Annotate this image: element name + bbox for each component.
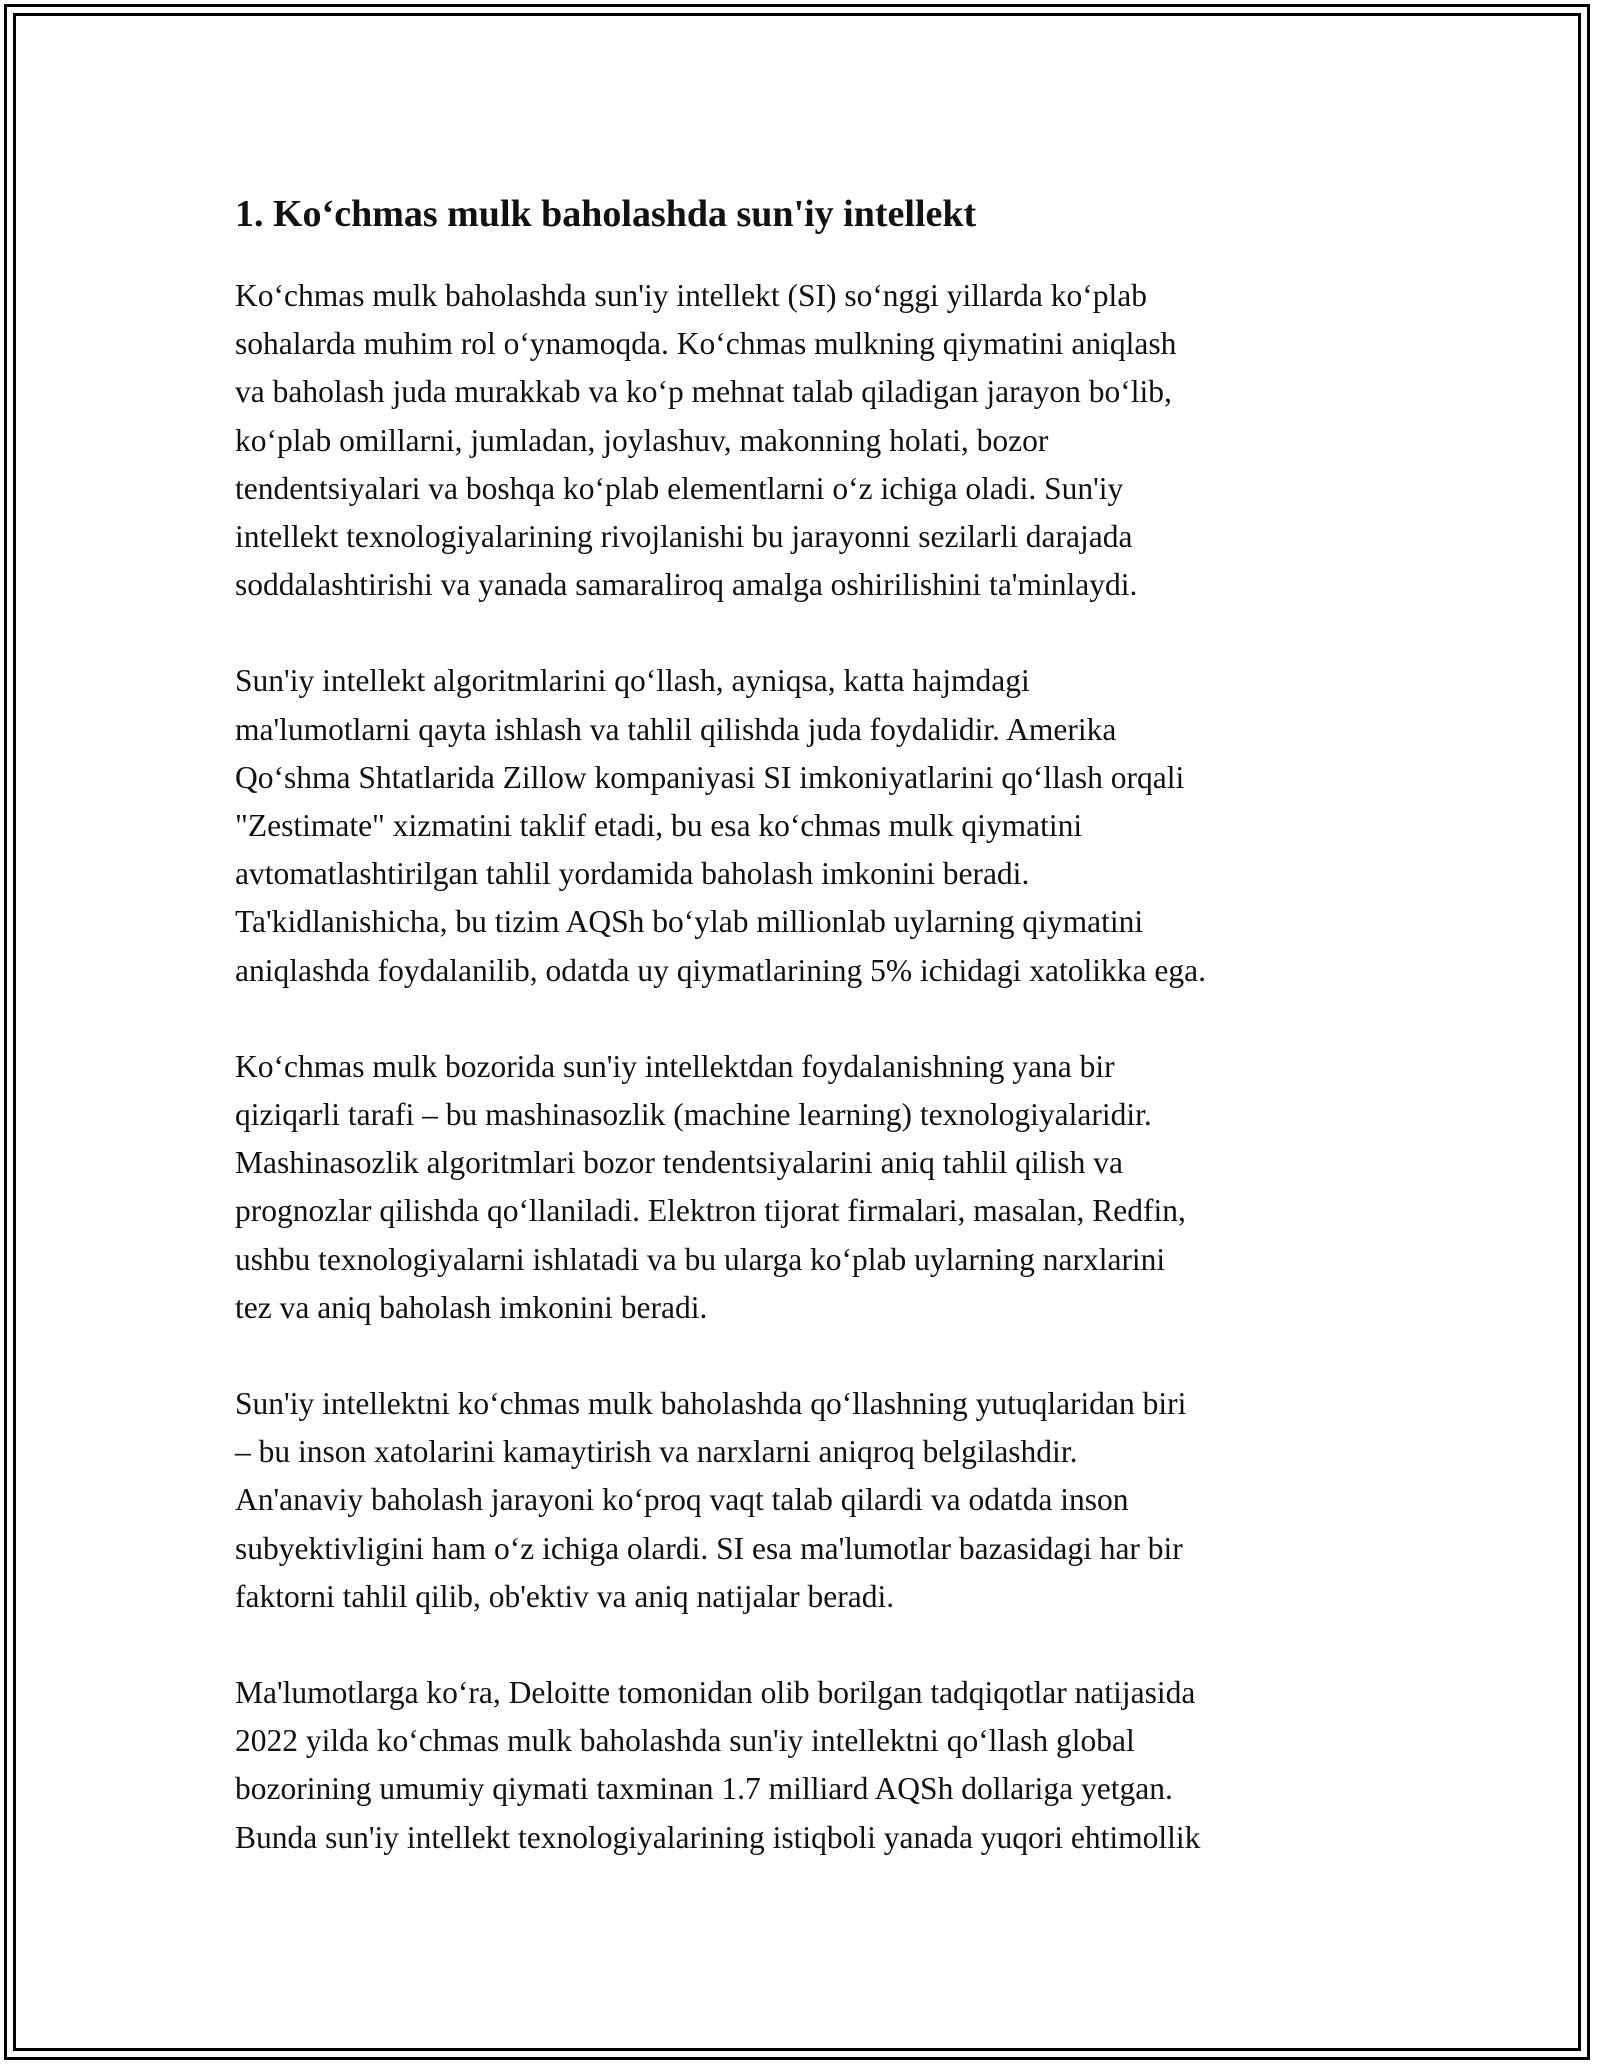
text-line: Ta'kidlanishicha, bu tizim AQSh bo‘ylab millionlab uylarning qiymatini [235, 904, 1144, 940]
paragraph-3 [235, 1043, 1380, 1332]
text-line: Bunda sun'iy intellekt texnologiyalarining istiqboli yanada yuqori ehtimollik [235, 1819, 1201, 1855]
text-line: Ko‘chmas mulk baholashda sun'iy intellekt (SI) so‘nggi yillarda ko‘plab [235, 278, 1147, 313]
text-line: bozorining umumiy qiymati taxminan 1.7 milliard AQSh dollariga yetgan. [235, 1771, 1173, 1807]
text-line: tez va aniq baholash imkonini beradi. [235, 1289, 708, 1325]
paragraph-1 [235, 272, 1380, 609]
text-line: Qo‘shma Shtatlarida Zillow kompaniyasi SI imkoniyatlarini qo‘llash orqali [235, 759, 1185, 795]
paragraph-4 [235, 1380, 1380, 1621]
text-line: aniqlashda foydalanilib, odatda uy qiymatlarining 5% ichidagi xatolikka ega. [235, 952, 1206, 988]
text-line: – bu inson xatolarini kamaytirish va narxlarni aniqroq belgilashdir. [235, 1434, 1078, 1470]
paragraph-2 [235, 657, 1380, 994]
text-line: ma'lumotlarni qayta ishlash va tahlil qilishda juda foydalidir. Amerika [235, 711, 1117, 747]
text-line: ushbu texnologiyalarni ishlatadi va bu ularga ko‘plab uylarning narxlarini [235, 1241, 1166, 1277]
paragraph-5 [235, 1669, 1380, 1862]
text-line: tendentsiyalari va boshqa ko‘plab elementlarni o‘z ichiga oladi. Sun'iy [235, 470, 1124, 506]
text-line: sohalarda muhim rol o‘ynamoqda. Ko‘chmas mulkning qiymatini aniqlash [235, 326, 1177, 362]
document-body [235, 186, 1380, 1910]
text-line: Ko‘chmas mulk bozorida sun'iy intellektdan foydalanishning yana bir [235, 1048, 1115, 1084]
text-line: va baholash juda murakkab va ko‘p mehnat talab qiladigan jarayon bo‘lib, [235, 374, 1172, 410]
text-line: faktorni tahlil qilib, ob'ektiv va aniq natijalar beradi. [235, 1578, 895, 1614]
text-line: Sun'iy intellektni ko‘chmas mulk baholashda qo‘llashning yutuqlaridan biri [235, 1386, 1187, 1422]
text-line: An'anaviy baholash jarayoni ko‘proq vaqt talab qilardi va odatda inson [235, 1482, 1129, 1518]
text-line: avtomatlashtirilgan tahlil yordamida baholash imkonini beradi. [235, 856, 1030, 892]
text-line: "Zestimate" xizmatini taklif etadi, bu esa ko‘chmas mulk qiymatini [235, 808, 1083, 844]
text-line: soddalashtirishi va yanada samaraliroq amalga oshirilishini ta'minlaydi. [235, 567, 1138, 603]
text-line: subyektivligini ham o‘z ichiga olardi. SI esa ma'lumotlar bazasidagi har bir [235, 1530, 1183, 1566]
text-line: ko‘plab omillarni, jumladan, joylashuv, makonning holati, bozor [235, 422, 1049, 458]
text-line: prognozlar qilishda qo‘llaniladi. Elektron tijorat firmalari, masalan, Redfin, [235, 1193, 1186, 1229]
text-line: Mashinasozlik algoritmlari bozor tendentsiyalarini aniq tahlil qilish va [235, 1145, 1123, 1181]
text-line: Ma'lumotlarga ko‘ra, Deloitte tomonidan olib borilgan tadqiqotlar natijasida [235, 1675, 1196, 1711]
section-heading: 1. Ko‘chmas mulk baholashda sun'iy intellekt [235, 193, 977, 235]
text-line: 2022 yilda ko‘chmas mulk baholashda sun'iy intellektni qo‘llash global [235, 1723, 1135, 1759]
text-line: intellekt texnologiyalarining rivojlanishi bu jarayonni sezilarli darajada [235, 519, 1133, 555]
text-line: qiziqarli tarafi – bu mashinasozlik (machine learning) texnologiyalaridir. [235, 1097, 1152, 1133]
text-line: Sun'iy intellekt algoritmlarini qo‘llash, ayniqsa, katta hajmdagi [235, 663, 1030, 699]
